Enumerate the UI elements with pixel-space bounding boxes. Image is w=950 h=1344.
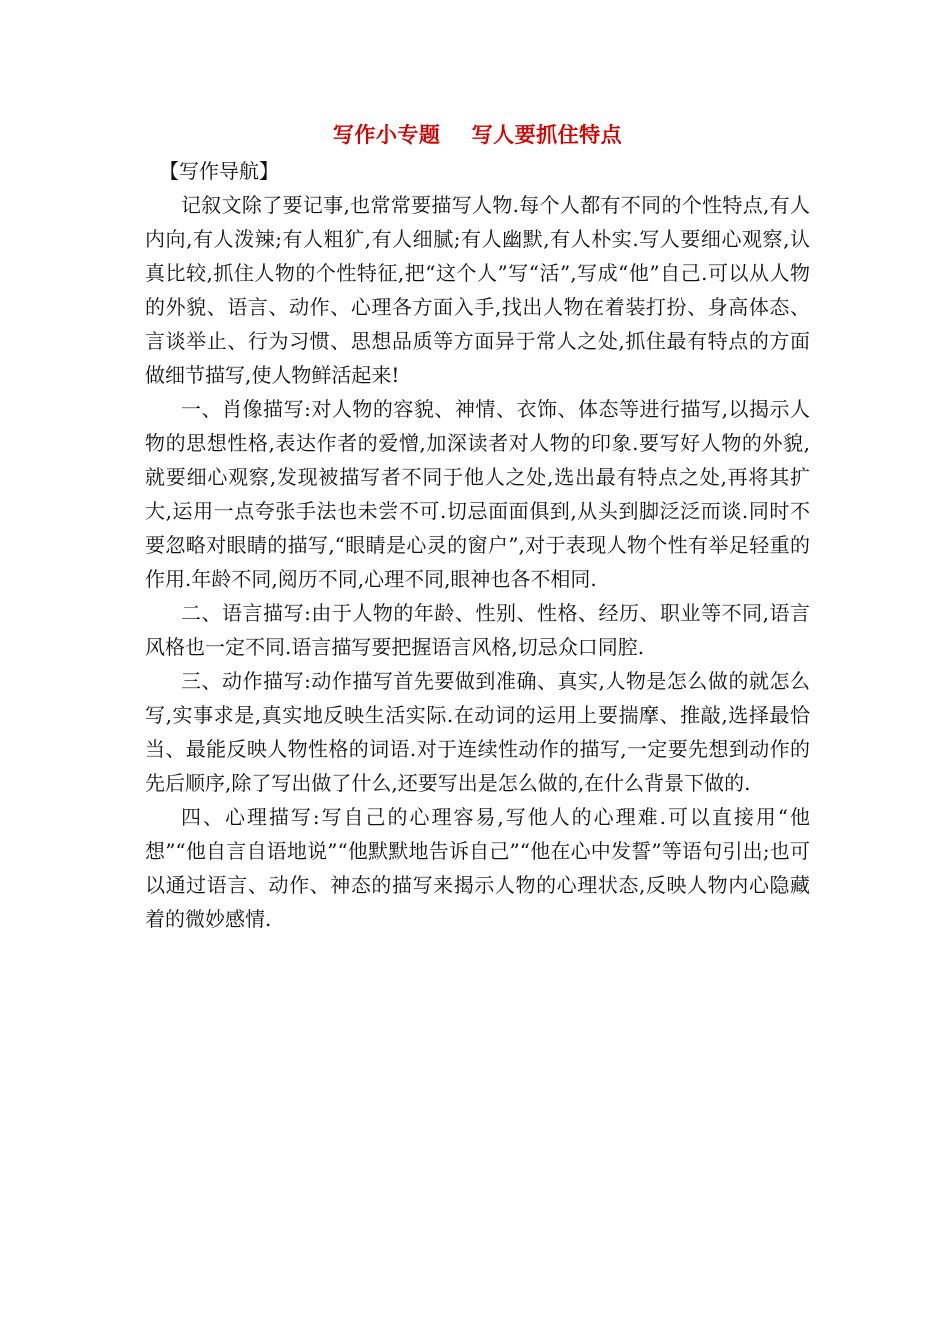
paragraph-intro: 记叙文除了要记事,也常常要描写人物.每个人都有不同的个性特点,有人内向,有人泼辣;有人粗犷,有人细腻;有人幽默,有人朴实.写人要细心观察,认真比较,抓住人物的个性特征,把“这个人”写“活”,写成“他”自己.可以从人物的外貌、语言、动作、心理各方面入手,找出人物在着装打扮、身高体态、言谈举止、行为习惯、思想品质等方面异于常人之处,抓住最有特点的方面做细节描写,使人物鲜活起来! bbox=[145, 193, 810, 387]
paragraph-language-description: 二、语言描写:由于人物的年龄、性别、性格、经历、职业等不同,语言风格也一定不同.语言描写要把握语言风格,切忌众口同腔. bbox=[145, 601, 810, 659]
document-title: 写作小专题 写人要抓住特点 bbox=[332, 122, 623, 147]
section-label: 【写作导航】 bbox=[159, 159, 279, 183]
paragraph-portrait-description: 一、肖像描写:对人物的容貌、神情、衣饰、体态等进行描写,以揭示人物的思想性格,表达作者的爱憎,加深读者对人物的印象.要写好人物的外貌,就要细心观察,发现被描写者不同于他人之处,选出最有特点之处,再将其扩大,运用一点夸张手法也未尝不可.切忌面面俱到,从头到脚泛泛而谈.同时不要忽略对眼睛的描写,“眼睛是心灵的窗户”,对于表现人物个性有举足轻重的作用.年龄不同,阅历不同,心理不同,眼神也各不相同. bbox=[145, 397, 810, 591]
document-body bbox=[145, 118, 810, 936]
paragraph-psychological-description: 四、心理描写:写自己的心理容易,写他人的心理难.可以直接用“他想”“他自言自语地说”“他默默地告诉自己”“他在心中发誓”等语句引出;也可以通过语言、动作、神态的描写来揭示人物的心理状态,反映人物内心隐藏着的微妙感情. bbox=[145, 805, 810, 931]
paragraph-action-description: 三、动作描写:动作描写首先要做到准确、真实,人物是怎么做的就怎么写,实事求是,真实地反映生活实际.在动词的运用上要揣摩、推敲,选择最恰当、最能反映人物性格的词语.对于连续性动作的描写,一定要先想到动作的先后顺序,除了写出做了什么,还要写出是怎么做的,在什么背景下做的. bbox=[145, 669, 810, 795]
